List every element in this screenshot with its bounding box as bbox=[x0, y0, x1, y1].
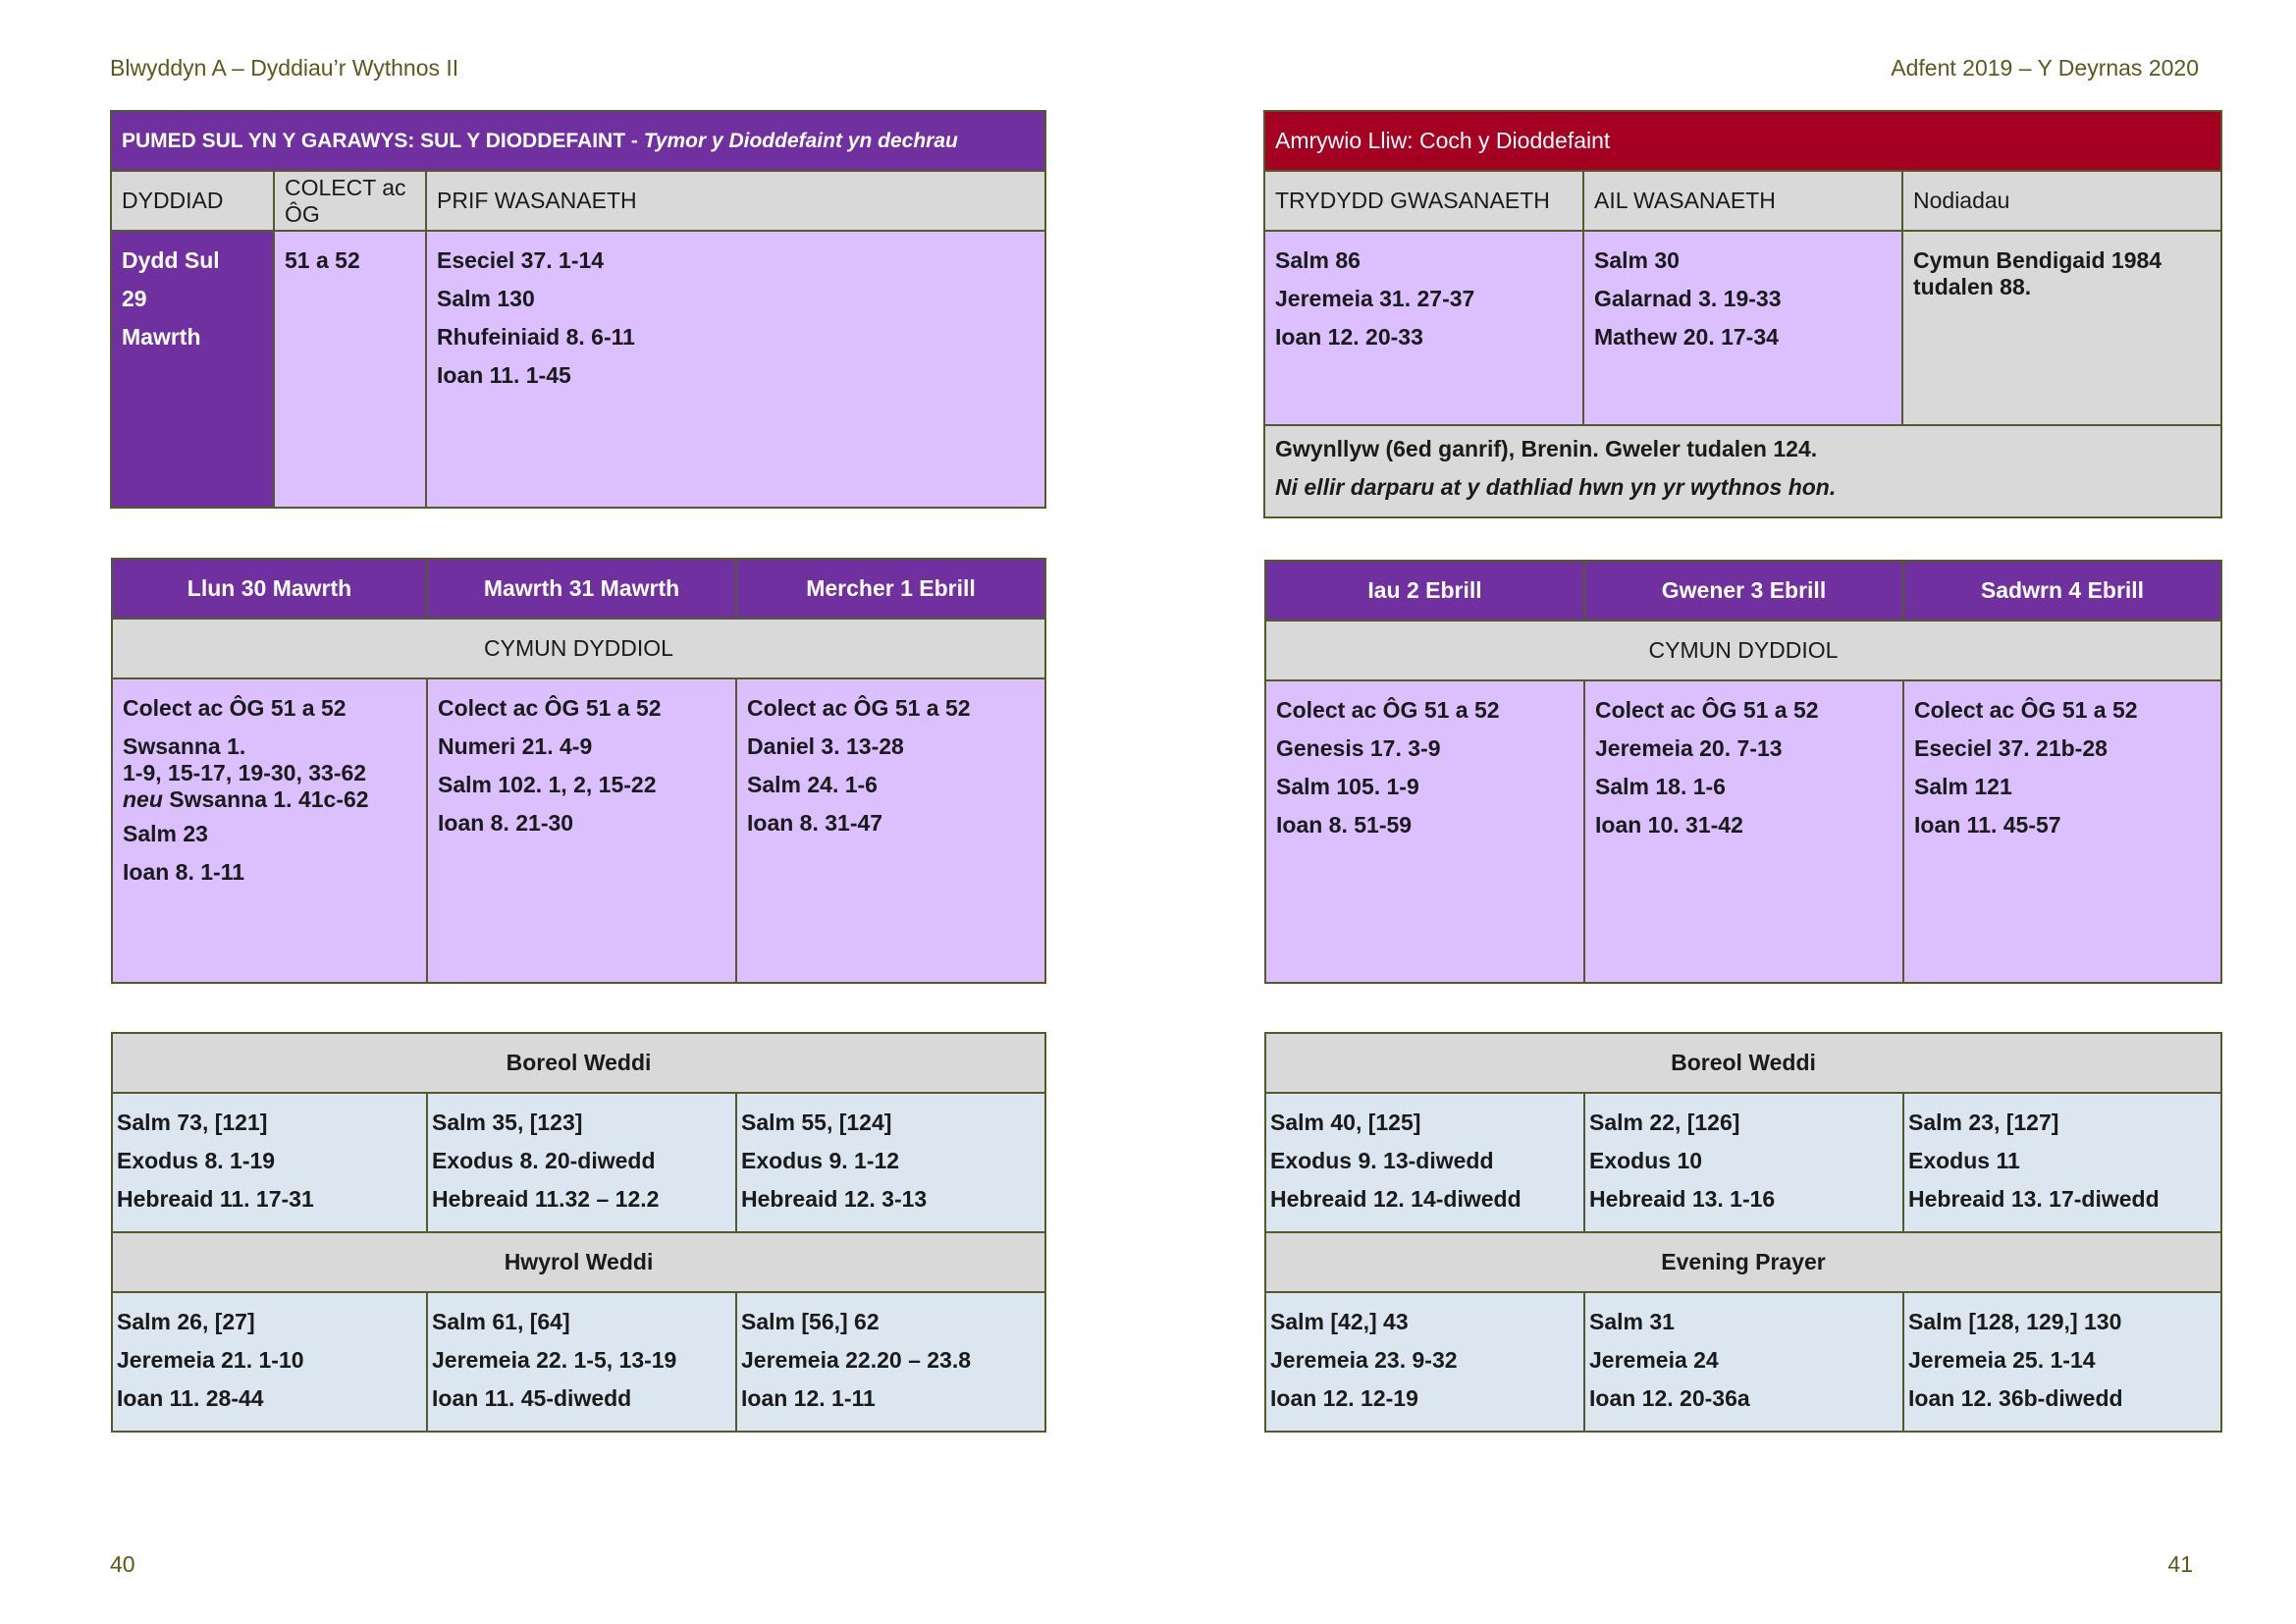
sunday-collect-cell: 51 a 52 bbox=[274, 231, 426, 508]
notes-cell: Cymun Bendigaid 1984 tudalen 88. bbox=[1902, 231, 2221, 425]
morning-readings-cell: Salm 40, [125] Exodus 9. 13-diwedd Hebreaid 12. 14-diwedd bbox=[1265, 1093, 1584, 1232]
day-header: Mercher 1 Ebrill bbox=[736, 559, 1045, 619]
col-header-collect: COLECT ac ÔG bbox=[274, 171, 426, 231]
right-running-head: Adfent 2019 – Y Deyrnas 2020 bbox=[1891, 55, 2199, 81]
sunday-date-cell: Dydd Sul 29 Mawrth bbox=[111, 231, 274, 508]
col-header-second-service: AIL WASANAETH bbox=[1583, 171, 1902, 231]
colour-variation-title: Amrywio Lliw: Coch y Dioddefaint bbox=[1264, 111, 2221, 171]
morning-readings-cell: Salm 22, [126] Exodus 10 Hebreaid 13. 1-16 bbox=[1584, 1093, 1903, 1232]
right-office-table bbox=[1264, 1032, 2222, 1433]
third-service-cell: Salm 86 Jeremeia 31. 27-37 Ioan 12. 20-33 bbox=[1264, 231, 1583, 425]
weekday-readings-cell: Colect ac ÔG 51 a 52 Genesis 17. 3-9 Salm 105. 1-9 Ioan 8. 51-59 bbox=[1265, 680, 1584, 983]
right-weekday-table bbox=[1264, 560, 2222, 984]
weekday-readings-cell: Colect ac ÔG 51 a 52 Jeremeia 20. 7-13 Salm 18. 1-6 Ioan 10. 31-42 bbox=[1584, 680, 1903, 983]
evening-prayer-header: Hwyrol Weddi bbox=[112, 1232, 1045, 1292]
evening-readings-cell: Salm 61, [64] Jeremeia 22. 1-5, 13-19 Ioan 11. 45-diwedd bbox=[427, 1292, 736, 1432]
day-header: Mawrth 31 Mawrth bbox=[427, 559, 736, 619]
right-page-number: 41 bbox=[2167, 1551, 2193, 1577]
col-header-day: DYDDIAD bbox=[111, 171, 274, 231]
morning-prayer-header: Boreol Weddi bbox=[112, 1033, 1045, 1093]
commemoration-note: Gwynllyw (6ed ganrif), Brenin. Gweler tudalen 124. Ni ellir darparu at y dathliad hwn yn yr wythnos hon. bbox=[1264, 425, 2221, 517]
col-header-notes: Nodiadau bbox=[1902, 171, 2221, 231]
evening-readings-cell: Salm 26, [27] Jeremeia 21. 1-10 Ioan 11. 28-44 bbox=[112, 1292, 427, 1432]
morning-readings-cell: Salm 35, [123] Exodus 8. 20-diwedd Hebreaid 11.32 – 12.2 bbox=[427, 1093, 736, 1232]
right-sunday-table bbox=[1263, 110, 2222, 518]
evening-readings-cell: Salm [56,] 62 Jeremeia 22.20 – 23.8 Ioan 12. 1-11 bbox=[736, 1292, 1045, 1432]
weekday-readings-cell: Colect ac ÔG 51 a 52 Swsanna 1. 1-9, 15-17, 19-30, 33-62 neu Swsanna 1. 41c-62 Salm 23 Ioan 8. 1-11 bbox=[112, 678, 427, 983]
daily-communion-header: CYMUN DYDDIOL bbox=[112, 619, 1045, 678]
evening-prayer-header: Evening Prayer bbox=[1265, 1232, 2221, 1292]
left-running-head: Blwyddyn A – Dyddiau’r Wythnos II bbox=[110, 55, 459, 81]
left-office-table bbox=[111, 1032, 1046, 1433]
day-header: Llun 30 Mawrth bbox=[112, 559, 427, 619]
day-header: Sadwrn 4 Ebrill bbox=[1903, 561, 2221, 621]
evening-readings-cell: Salm [42,] 43 Jeremeia 23. 9-32 Ioan 12. 12-19 bbox=[1265, 1292, 1584, 1432]
weekday-readings-cell: Colect ac ÔG 51 a 52 Numeri 21. 4-9 Salm 102. 1, 2, 15-22 Ioan 8. 21-30 bbox=[427, 678, 736, 983]
day-header: Gwener 3 Ebrill bbox=[1584, 561, 1903, 621]
sunday-title: PUMED SUL YN Y GARAWYS: SUL Y DIODDEFAINT - Tymor y Dioddefaint yn dechrau bbox=[111, 111, 1045, 171]
weekday-readings-cell: Colect ac ÔG 51 a 52 Eseciel 37. 21b-28 Salm 121 Ioan 11. 45-57 bbox=[1903, 680, 2221, 983]
left-sunday-table bbox=[110, 110, 1046, 509]
daily-communion-header: CYMUN DYDDIOL bbox=[1265, 621, 2221, 680]
left-weekday-table bbox=[111, 558, 1046, 984]
morning-readings-cell: Salm 73, [121] Exodus 8. 1-19 Hebreaid 11. 17-31 bbox=[112, 1093, 427, 1232]
col-header-third-service: TRYDYDD GWASANAETH bbox=[1264, 171, 1583, 231]
evening-readings-cell: Salm 31 Jeremeia 24 Ioan 12. 20-36a bbox=[1584, 1292, 1903, 1432]
weekday-readings-cell: Colect ac ÔG 51 a 52 Daniel 3. 13-28 Salm 24. 1-6 Ioan 8. 31-47 bbox=[736, 678, 1045, 983]
morning-prayer-header: Boreol Weddi bbox=[1265, 1033, 2221, 1093]
second-service-cell: Salm 30 Galarnad 3. 19-33 Mathew 20. 17-34 bbox=[1583, 231, 1902, 425]
morning-readings-cell: Salm 23, [127] Exodus 11 Hebreaid 13. 17-diwedd bbox=[1903, 1093, 2221, 1232]
left-page-number: 40 bbox=[110, 1551, 135, 1577]
day-header: Iau 2 Ebrill bbox=[1265, 561, 1584, 621]
evening-readings-cell: Salm [128, 129,] 130 Jeremeia 25. 1-14 Ioan 12. 36b-diwedd bbox=[1903, 1292, 2221, 1432]
sunday-readings-cell: Eseciel 37. 1-14 Salm 130 Rhufeiniaid 8. 6-11 Ioan 11. 1-45 bbox=[426, 231, 1045, 508]
morning-readings-cell: Salm 55, [124] Exodus 9. 1-12 Hebreaid 12. 3-13 bbox=[736, 1093, 1045, 1232]
col-header-main-service: PRIF WASANAETH bbox=[426, 171, 1045, 231]
